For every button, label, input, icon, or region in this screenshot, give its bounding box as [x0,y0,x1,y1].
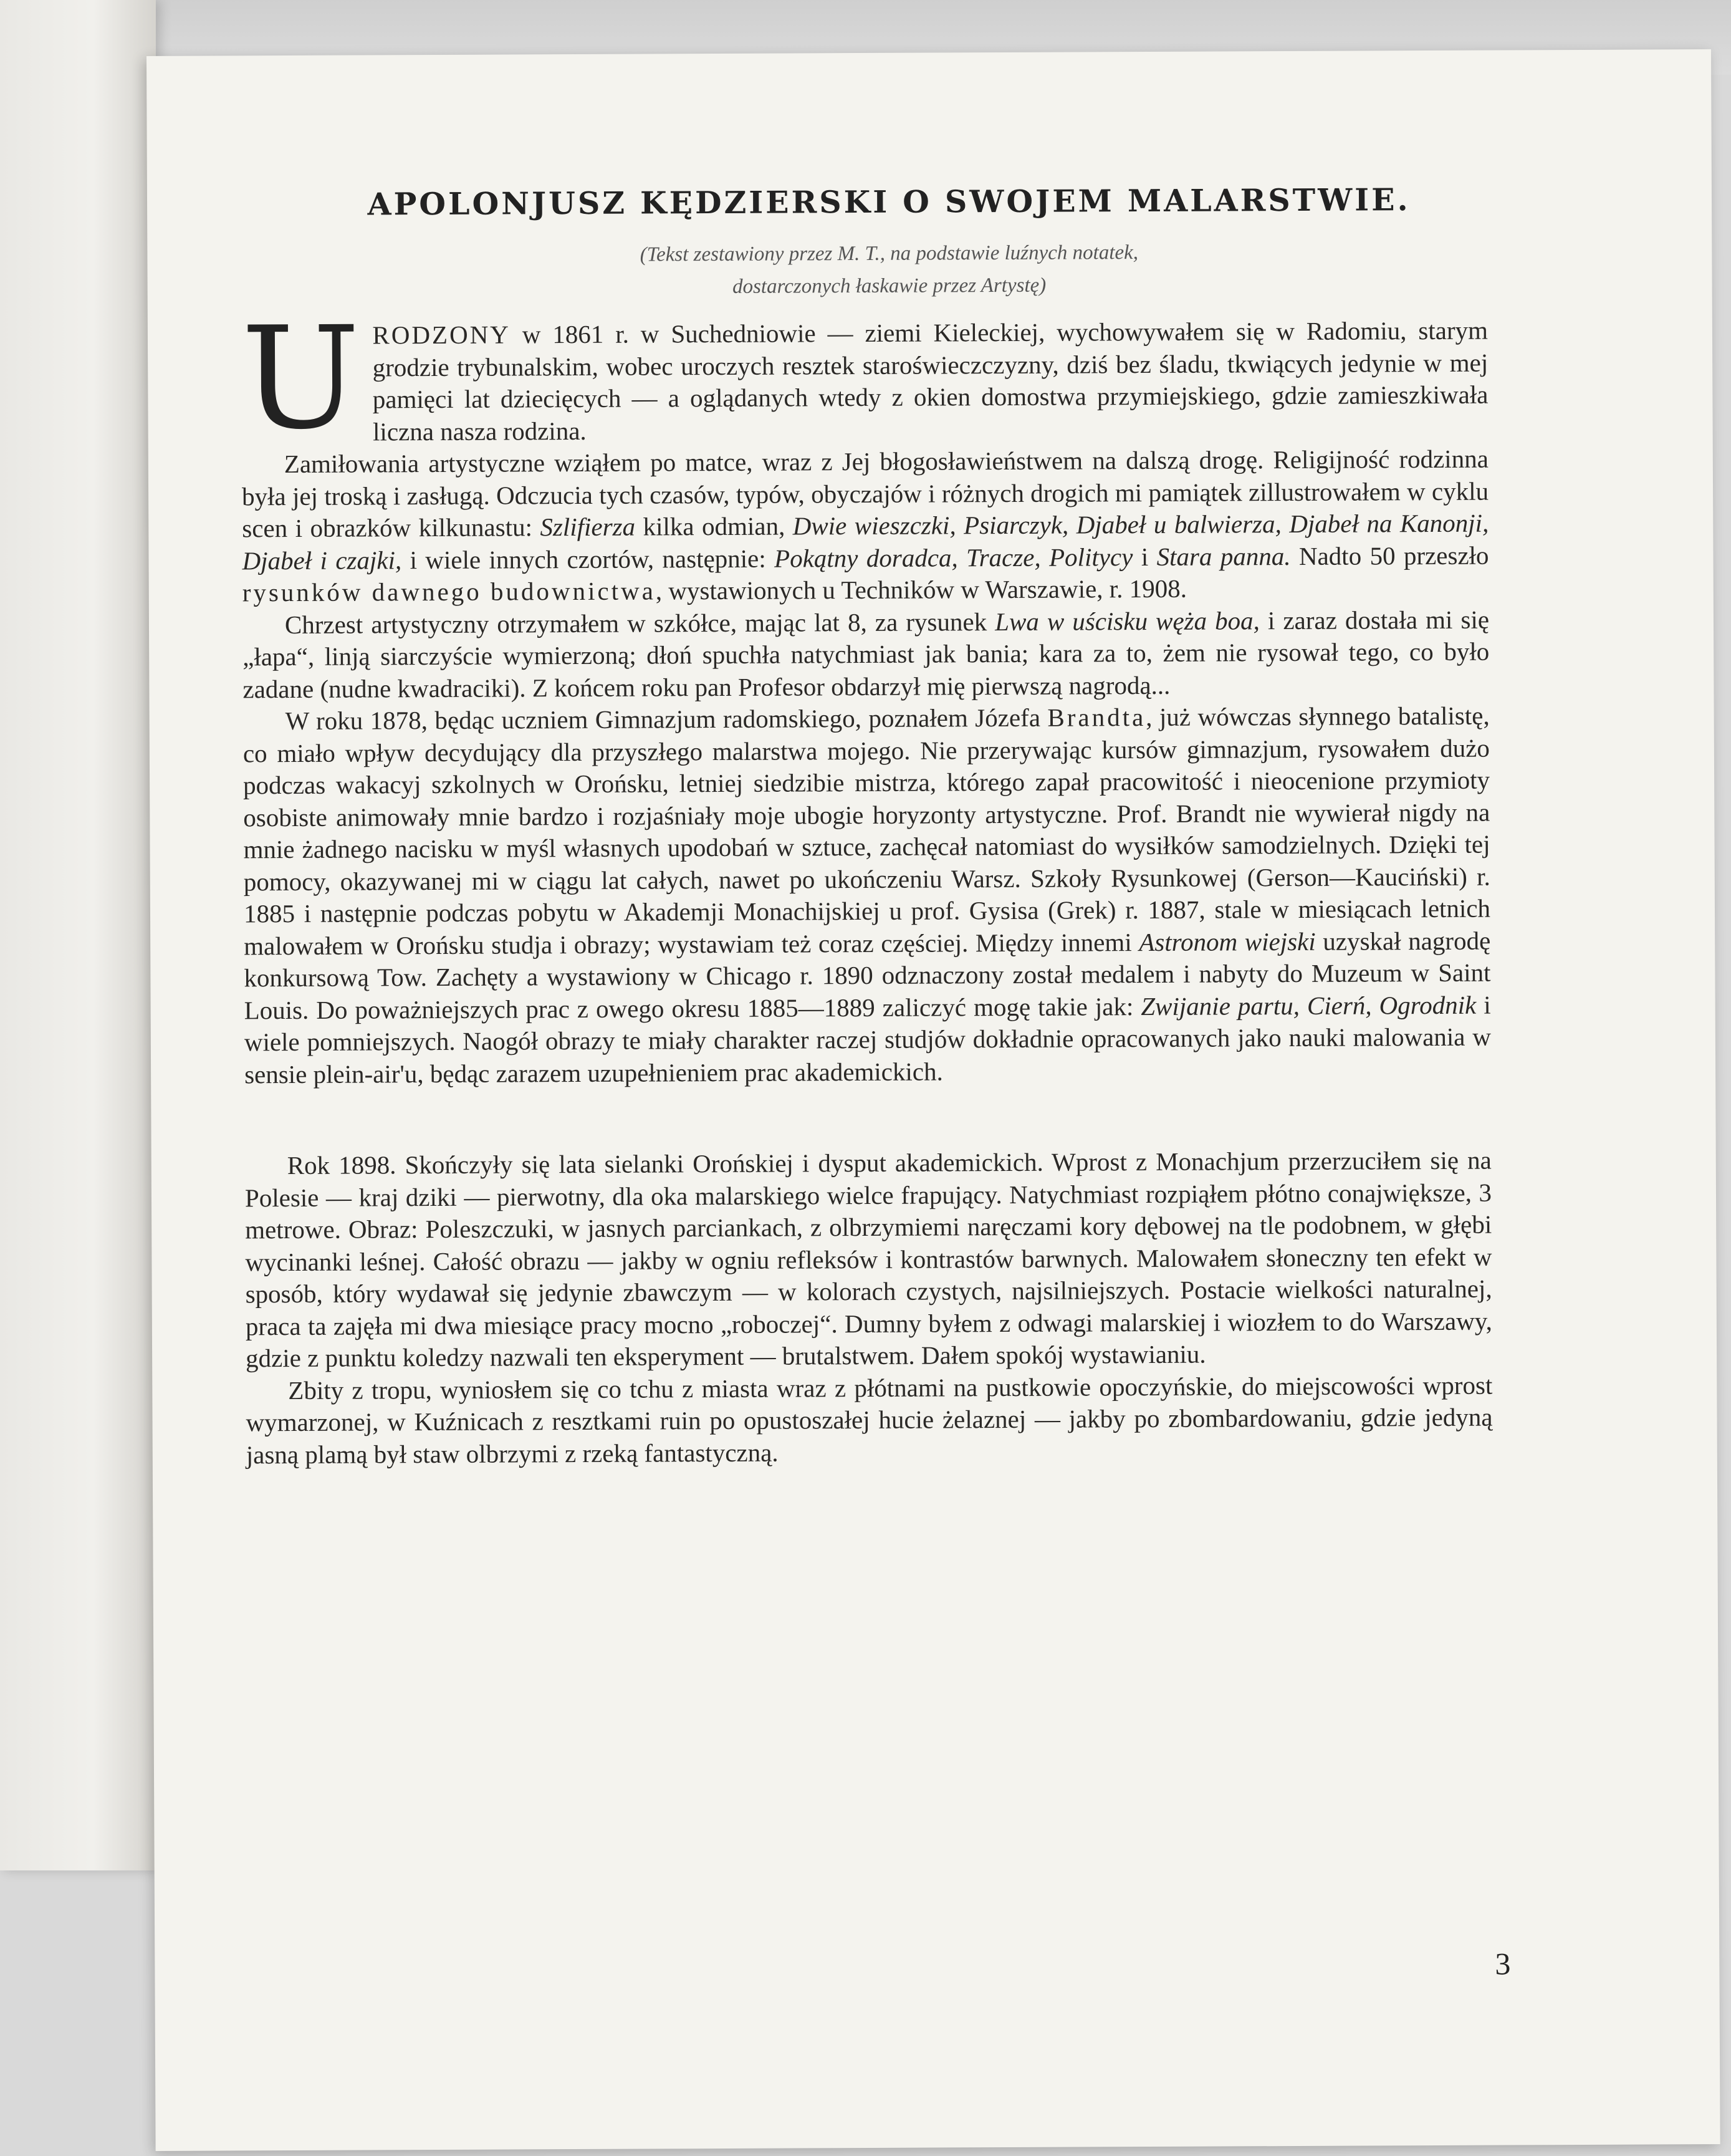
article-subtitle [241,235,1487,306]
paragraph: Rok 1898. Skończyły się lata sielanki Orońskiej i dysput akademickich. Wprost z Monachjum przerzuciłem się na Polesie — kraj dziki — pierwotny, dla oka malarskiego wielce frapujący. Natychmiast rozpiąłem płótno conajwiększe, 3 metrowe. Obraz: Poleszczuki, w jasnych parciankach, z olbrzymiemi naręczami kory dębowej na tle podobnem, w głębi wycinanki leśnej. Całość obrazu — jakby w ogniu refleksów i kontrastów barwnych. Malowałem słoneczny ten efekt w sposób, który wydawał się jedynie zbawczym — w kolorach czystych, najsilniejszych. Postacie wielkości naturalnej, praca ta zajęła mi dwa miesiące pracy mocno „roboczej“. Dumny byłem z odwagi malarskiej i wiozłem to do Warszawy, gdzie z punktu koledzy nazwali ten eksperyment — brutalstwem. Dałem spokój wystawianiu. [244,1145,1492,1373]
paragraph-text: uzyskał nagrodę konkursową Tow. Zachęty a wystawiony w Chicago r. 1890 odznaczony został medalem i nabyty do Muzeum w Saint Louis. Do poważniejszych prac z owego okresu 1885—1889 zaliczyć mogę takie jak: [244,926,1491,1024]
paragraph-text: i wiele innych czortów, następnie: [401,544,775,574]
drop-cap: U [241,296,361,461]
article-title: APOLONJUSZ KĘDZIERSKI O SWOJEM MALARSTWIE. [367,181,1411,223]
page-number: 3 [1495,1946,1511,1981]
paragraph-text: i wiele pomniejszych. Naogół obrazy te miały charakter raczej studjów dokładnie opracowanych jako nauki malowania w sensie plein-air'u, będąc zarazem uzupełnieniem prac akademickich. [244,990,1491,1089]
italic-title: Astronom wiejski [1139,926,1316,956]
italic-title: Dwie wieszczki, Psiarczyk, Djabeł u balwierza, Djabeł na Kanonji, Djabeł i czajki, [242,508,1489,575]
paragraph: Zbity z tropu, wyniosłem się co tchu z miasta wraz z płótnami na pustkowie opoczyńskie, do miejscowości wprost wymarzonej, w Kuźnicach z resztkami ruin po opustoszałej hucie żelaznej — jakby po zbombardowaniu, gdzie jedyną jasną plamą był staw olbrzymi z rzeką fantastyczną. [246,1370,1493,1469]
paragraph-text: i [1133,542,1157,571]
lead-word: RODZONY [372,320,511,350]
spaced-text: rysunków dawnego budownictwa [242,576,656,607]
paragraph-text: Zamiłowania artystyczne wziąłem po matce, wraz z Jej błogosławieństwem na dalszą drogę. Religijność rodzinna była jej troską i zasługą. Odczucia tych czasów, typów, obyczajów i różnych drogich mi pamiątek zillustrowałem w cyklu scen i obrazków kilkunastu: [241,444,1489,543]
paragraph-text: kilka odmian, [635,511,793,541]
paragraph-text: Nadto 50 przeszło [1290,541,1489,570]
article-body [241,296,1493,1471]
paragraph [242,443,1489,609]
paragraph-text: Chrzest artystyczny otrzymałem w szkółce, mając lat 8, za rysunek [284,607,995,639]
paragraph-text: i zaraz dostała mi się „łapa“, linją siarczyście wymierzoną; dłoń spuchła natychmiast jak bania; kara za to, żem nie rysował tego, co było zadane (nudne kwadraciki). Z końcem roku pan Profesor obdarzył mię pierwszą nagrodą... [242,605,1490,703]
page-content [241,181,1511,1981]
spaced-text: Brandta [1047,703,1146,732]
italic-title: Pokątny doradca, Tracze, Politycy [774,542,1133,573]
paragraph-text: , już wówczas słynnego batalistę, co miało wpływ decydujący dla przyszłego malarstwa mojego. Nie przerywając kursów gimnazjum, rysowałem dużo podczas wakacyj szkolnych w Orońsku, letniej siedzibie mistrza, którego zapał pracowitość i nieocenione przymioty osobiste animowały mnie bardzo i rozjaśniały moje ubogie horyzonty artystyczne. Prof. Brandt nie wywierał nigdy na mnie żadnego nacisku w myśl własnych upodobań w sztuce, zachęcał natomiast do wysiłków samodzielnych. Dzięki tej pomocy, okazywanej mi w ciągu lat całych, nawet po ukończeniu Warsz. Szkoły Rysunkowej (Gerson—Kauciński) r. 1885 i następnie podczas pobytu w Akademji Monachijskiej u prof. Gysisa (Grek) r. 1887, stale w miesiącach letnich malowałem w Orońsku studja i obrazy; wystawiam też coraz częściej. Między innemi [242,701,1491,960]
book-page [146,49,1720,2151]
paragraph [242,604,1490,705]
italic-title: Lwa w uścisku węża boa, [995,605,1260,636]
italic-title: Stara panna. [1156,541,1291,571]
subtitle-line: dostarczonych łaskawie przez Artystę) [732,274,1047,298]
paragraph [243,700,1492,1091]
paragraph-text: , wystawionych u Techników w Warszawie, r. 1908. [655,574,1187,605]
paragraph-text: w 1861 r. w Suchedniowie — ziemi Kieleckiej, wychowywałem się w Radomiu, starym grodzie trybunalskim, wobec uroczych resztek staroświeczczyzny, dziś bez śladu, tkwiących jedynie w mej pamięci lat dziecięcych — a oglądanych wtedy z okien domostwa przymiejskiego, gdzie zamieszkiwała liczna nasza rodzina. [372,315,1489,446]
italic-title: Zwijanie partu, Cierń, Ogrodnik [1141,990,1477,1021]
left-page-edge [0,0,156,1870]
paragraph [241,296,1489,461]
italic-title: Szlifierza [540,512,636,542]
paragraph-text: W roku 1878, będąc uczniem Gimnazjum radomskiego, poznałem Józefa [285,703,1048,736]
section-gap [244,1085,1491,1150]
subtitle-line: (Tekst zestawiony przez M. T., na podstawie luźnych notatek, [640,241,1139,266]
